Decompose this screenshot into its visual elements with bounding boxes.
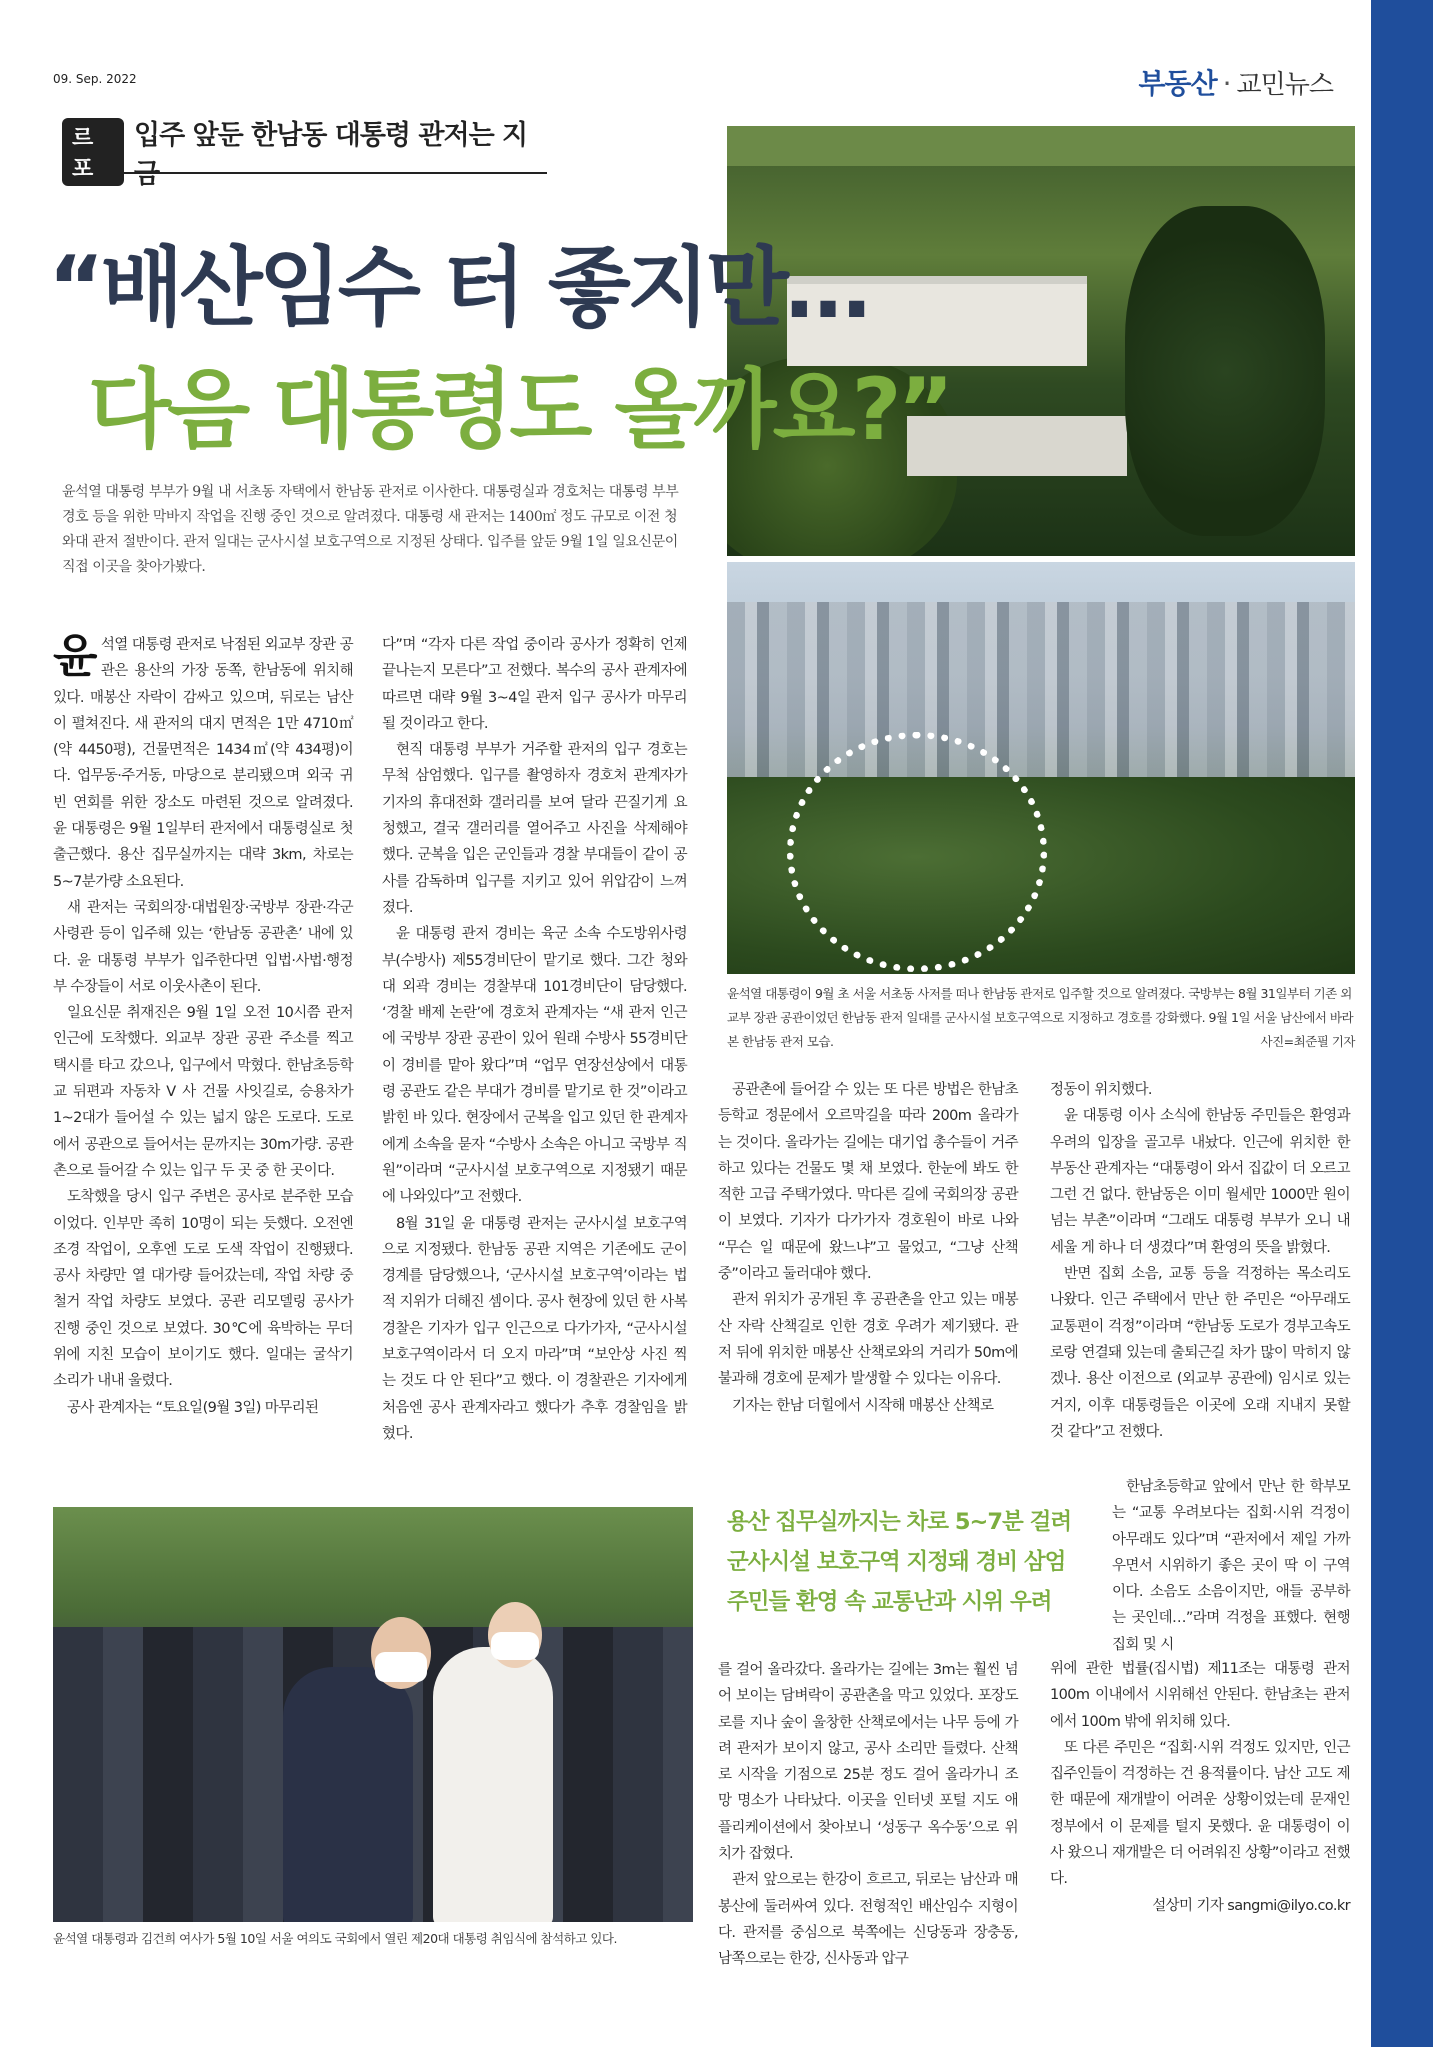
drop-cap: 윤: [53, 629, 97, 683]
pull-quote-line: 주민들 환영 속 교통난과 시위 우려: [727, 1589, 1052, 1615]
body-column-6: [1050, 1656, 1350, 1919]
body-paragraph: 한남초등학교 앞에서 만난 한 학부모는 “교통 우려보다는 집회·시위 걱정이 아무래도 있다”며 “관저에서 제일 가까우면서 시위하기 좋은 곳이 딱 이 구역이다. 소음도 소음이지만, 애들 공부하는 곳인데…”라며 걱정을 표했다. 현행 집회 및 시: [1112, 1479, 1350, 1653]
byline: 설상미 기자 sangmi@ilyo.co.kr: [1152, 1897, 1350, 1914]
issue-date: 09. Sep. 2022: [53, 72, 137, 86]
pull-quote-line: 군사시설 보호구역 지정돼 경비 삼엄: [727, 1549, 1066, 1575]
photo-mask: [375, 1652, 427, 1682]
photo-cityscape: [727, 602, 1355, 792]
body-column-2: [382, 632, 687, 1447]
body-paragraph: 다”며 “각자 다른 작업 중이라 공사가 정확히 언제 끝나는지 모른다”고 전했다. 복수의 공사 관계자에 따르면 대략 9월 3~4일 관저 입구 공사가 마무리될 것이라고 한다.: [382, 637, 687, 732]
paragraph-text: 석열 대통령 관저로 낙점된 외교부 장관 공관은 용산의 가장 동쪽, 한남동에 위치해 있다. 매봉산 자락이 감싸고 있으며, 뒤로는 남산이 펼쳐진다. 새 관저의 대지 면적은 1만 4710㎡(약 4450평), 건물면적은 1434㎡(약 434평)이다. 업무동·주거동, 마당으로 분리됐으며 외국 귀빈 연회를 위한 장소도 마련된 것으로 알려졌다. 윤 대통령은 9월 1일부터 관저에서 대통령실로 첫 출근했다. 용산 집무실까지는 대략 3km, 차로는 5~7분가량 소요된다.: [53, 637, 353, 890]
section-separator: ·: [1222, 67, 1231, 100]
kicker-badge: 르포: [62, 118, 124, 186]
body-paragraph: 일요신문 취재진은 9월 1일 오전 10시쯤 관저 인근에 도착했다. 외교부 장관 공관 주소를 찍고 택시를 타고 갔으나, 입구에서 막혔다. 한남초등학교 뒤편과 자동차 V 사 건물 사잇길로, 승용차가 1~2대가 들어설 수 있는 넓지 않은 도로다. 도로에서 공관으로 들어서는 문까지는 30m가량. 공관촌으로 들어갈 수 있는 입구 두 곳 중 한 곳이다.: [53, 1005, 353, 1179]
body-column-5: [718, 1657, 1018, 1973]
photo-mask: [491, 1632, 539, 1660]
caption-text: 윤석열 대통령이 9월 초 서울 서초동 사저를 떠나 한남동 관저로 입주할 것으로 알려졌다. 국방부는 8월 31일부터 기존 외교부 장관 공관이었던 한남동 관저 일대를 군사시설 보호구역으로 지정하고 경호를 강화했다. 9월 1일 서울 남산에서 바라본 한남동 관저 모습.: [727, 986, 1354, 1049]
headline-line-2: 다음 대통령도 올까요?”: [88, 360, 950, 460]
body-paragraph: 8월 31일 윤 대통령 관저는 군사시설 보호구역으로 지정됐다. 한남동 공관 지역은 기존에도 군이 경계를 담당했으나, ‘군사시설 보호구역’이라는 법적 지위가 더해진 셈이다. 공사 현장에 있던 한 사복 경찰은 기자가 입구 인근으로 다가가자, “군사시설 보호구역이라서 더 오지 마라”며 “보안상 사진 찍는 것도 다 안 된다”고 했다. 이 경찰관은 기자에게 처음엔 공사 관계자라고 했다가 추후 경찰임을 밝혔다.: [382, 1215, 687, 1442]
body-paragraph: 윤 대통령 이사 소식에 한남동 주민들은 환영과 우려의 입장을 골고루 내놨다. 인근에 위치한 한 부동산 관계자는 “대통령이 와서 집값이 더 오르고 그런 건 없다. 한남동은 이미 월세만 1000만 원이 넘는 부촌”이라며 “그래도 대통령 부부가 오니 내세울 게 하나 더 생겼다”며 환영의 뜻을 밝혔다.: [1050, 1108, 1350, 1256]
body-paragraph: 정동이 위치했다.: [1050, 1082, 1152, 1098]
body-paragraph: 기자는 한남 더힐에서 시작해 매봉산 산책로: [732, 1397, 994, 1414]
photo-namsan-view: [727, 562, 1355, 974]
body-paragraph: 공사 관계자는 “토요일(9월 3일) 마무리된: [67, 1399, 319, 1416]
body-column-6-narrow: [1112, 1474, 1350, 1658]
lead-paragraph: 윤석열 대통령 부부가 9월 내 서초동 자택에서 한남동 관저로 이사한다. 대통령실과 경호처는 대통령 부부 경호 등을 위한 막바지 작업을 진행 중인 것으로 알려졌다. 대통령 새 관저는 1400㎡ 정도 규모로 이전 청와대 관저 절반이다. 관저 일대는 군사시설 보호구역으로 지정된 상태다. 입주를 앞둔 9월 1일 일요신문이 직접 이곳을 찾아가봤다.: [62, 484, 679, 575]
article-kicker: [62, 120, 547, 190]
photo-inauguration: [53, 1507, 693, 1922]
body-column-1: [53, 629, 353, 1421]
photo-first-lady: [433, 1647, 553, 1922]
body-paragraph: 반면 집회 소음, 교통 등을 걱정하는 목소리도 나왔다. 인근 주택에서 만난 한 주민은 “아무래도 교통편이 걱정”이라며 “한남동 도로가 경부고속도로랑 연결돼 있는데 출퇴근길 차가 많이 막히지 않겠나. 용산 이전으로 (외교부 공관에) 임시로 있는 거지, 이후 대통령들은 이곳에 오래 지내지 못할 것 같다”고 전했다.: [1050, 1266, 1350, 1440]
side-color-bar: [1371, 0, 1433, 2047]
photo-caption-top: [727, 982, 1355, 1054]
body-paragraph: 를 걸어 올라갔다. 올라가는 길에는 3m는 훨씬 넘어 보이는 담벼락이 공관촌을 막고 있었다. 포장도로를 지나 숲이 울창한 산책로에서는 나무 등에 가려 관저가 보이지 않고, 공사 소리만 들렸다. 산책로 시작을 기점으로 25분 정도 걸어 올라가니 조망 명소가 나타났다. 이곳을 인터넷 포털 지도 애플리케이션에서 찾아보니 ‘성동구 옥수동’으로 위치가 잡혔다.: [718, 1662, 1018, 1863]
body-paragraph: 새 관저는 국회의장·대법원장·국방부 장관·각군 사령관 등이 입주해 있는 ‘한남동 공관촌’ 내에 있다. 윤 대통령 부부가 입주한다면 입법·사법·행정부 수장들이 서로 이웃사촌이 된다.: [53, 899, 353, 995]
section-title: 부동산: [1138, 67, 1217, 100]
pull-quote-line: 용산 집무실까지는 차로 5~7분 걸려: [727, 1509, 1072, 1535]
photo-tree-right: [1125, 206, 1325, 536]
pull-quote: [727, 1502, 1097, 1622]
body-paragraph: [53, 629, 353, 895]
kicker-text: 입주 앞둔 한남동 대통령 관저는 지금: [133, 120, 528, 190]
photo-president: [283, 1667, 413, 1922]
section-subtitle: 교민뉴스: [1236, 70, 1333, 100]
body-paragraph: 도착했을 당시 입구 주변은 공사로 분주한 모습이었다. 인부만 족히 10명이 되는 듯했다. 오전엔 조경 작업이, 오후엔 도로 도색 작업이 진행됐다. 공사 차량만 열 대가량 들어갔는데, 작업 차량 중 철거 작업 차량도 보였다. 공관 리모델링 공사가 진행 중인 것으로 보였다. 30℃에 육박하는 무더위에 지친 모습이 보이기도 했다. 일대는 굴삭기 소리가 내내 울렸다.: [53, 1189, 353, 1390]
body-paragraph: 윤 대통령 관저 경비는 육군 소속 수도방위사령부(수방사) 제55경비단이 맡기로 했다. 그간 청와대 외곽 경비는 경찰부대 101경비단이 담당했다. ‘경찰 배제 논란’에 경호처 관계자는 “새 관저 인근에 국방부 장관 공관이 있어 원래 수방사 55경비단이 경비를 맡아 왔다”며 “업무 연장선상에서 대통령 공관도 같은 부대가 경비를 맡기로 한 것”이라고 밝힌 바 있다. 현장에서 군복을 입고 있던 한 관계자에게 소속을 묻자 “수방사 소속은 아니고 국방부 직원”이라며 “군사시설 보호구역으로 지정됐기 때문에 나와있다”고 전했다.: [382, 926, 687, 1206]
photo-credit: 사진=최준필 기자: [1260, 1034, 1355, 1049]
body-paragraph: 위에 관한 법률(집시법) 제11조는 대통령 관저 100m 이내에서 시위해선 안된다. 한남초는 관저에서 100m 밖에 위치해 있다.: [1050, 1661, 1350, 1730]
photo-highlight-circle: [787, 732, 1047, 972]
body-column-4: [1050, 1077, 1350, 1445]
photo-caption-bottom: 윤석열 대통령과 김건희 여사가 5월 10일 서울 여의도 국회에서 열린 제20대 대통령 취임식에 참석하고 있다.: [53, 1931, 617, 1946]
body-paragraph: 공관촌에 들어갈 수 있는 또 다른 방법은 한남초등학교 정문에서 오르막길을 따라 200m 올라가는 것이다. 올라가는 길에는 대기업 총수들이 거주하고 있다는 건물도 몇 채 보였다. 한눈에 봐도 한적한 고급 주택가였다. 막다른 길에 국회의장 공관이 보였다. 기자가 다가가자 경호원이 바로 나와 “무슨 일 때문에 왔느냐”고 물었고, “그냥 산책 중”이라고 둘러대야 했다.: [718, 1082, 1018, 1283]
body-paragraph: 현직 대통령 부부가 거주할 관저의 입구 경호는 무척 삼엄했다. 입구를 촬영하자 경호처 관계자가 기자의 휴대전화 갤러리를 보여 달라 끈질기게 요청했고, 결국 갤러리를 열어주고 사진을 삭제해야 했다. 군복을 입은 군인들과 경찰 부대들이 같이 공사를 감독하며 입구를 지키고 있어 위압감이 느껴졌다.: [382, 742, 687, 916]
section-header: [1138, 62, 1333, 102]
body-column-3: [718, 1077, 1018, 1419]
body-paragraph: 관저 앞으로는 한강이 흐르고, 뒤로는 남산과 매봉산에 둘러싸여 있다. 전형적인 배산임수 지형이다. 관저를 중심으로 북쪽에는 신당동과 장충동, 남쪽으로는 한강, 신사동과 압구: [718, 1872, 1018, 1968]
body-paragraph: 관저 위치가 공개된 후 공관촌을 안고 있는 매봉산 자락 산책길로 인한 경호 우려가 제기됐다. 관저 뒤에 위치한 매봉산 산책로와의 거리가 50m에 불과해 경호에 문제가 발생할 수 있다는 이유다.: [718, 1292, 1018, 1388]
body-paragraph: 또 다른 주민은 “집회·시위 걱정도 있지만, 인근 집주인들이 걱정하는 건 용적률이다. 남산 고도 제한 때문에 재개발이 어려운 상황이었는데 문재인 정부에서 이 문제를 털지 못했다. 윤 대통령이 이사 왔으니 재개발은 더 어려워진 상황”이라고 전했다.: [1050, 1739, 1350, 1888]
photo-sky: [727, 126, 1355, 166]
headline-line-1: “배산임수 터 좋지만…: [48, 238, 868, 338]
